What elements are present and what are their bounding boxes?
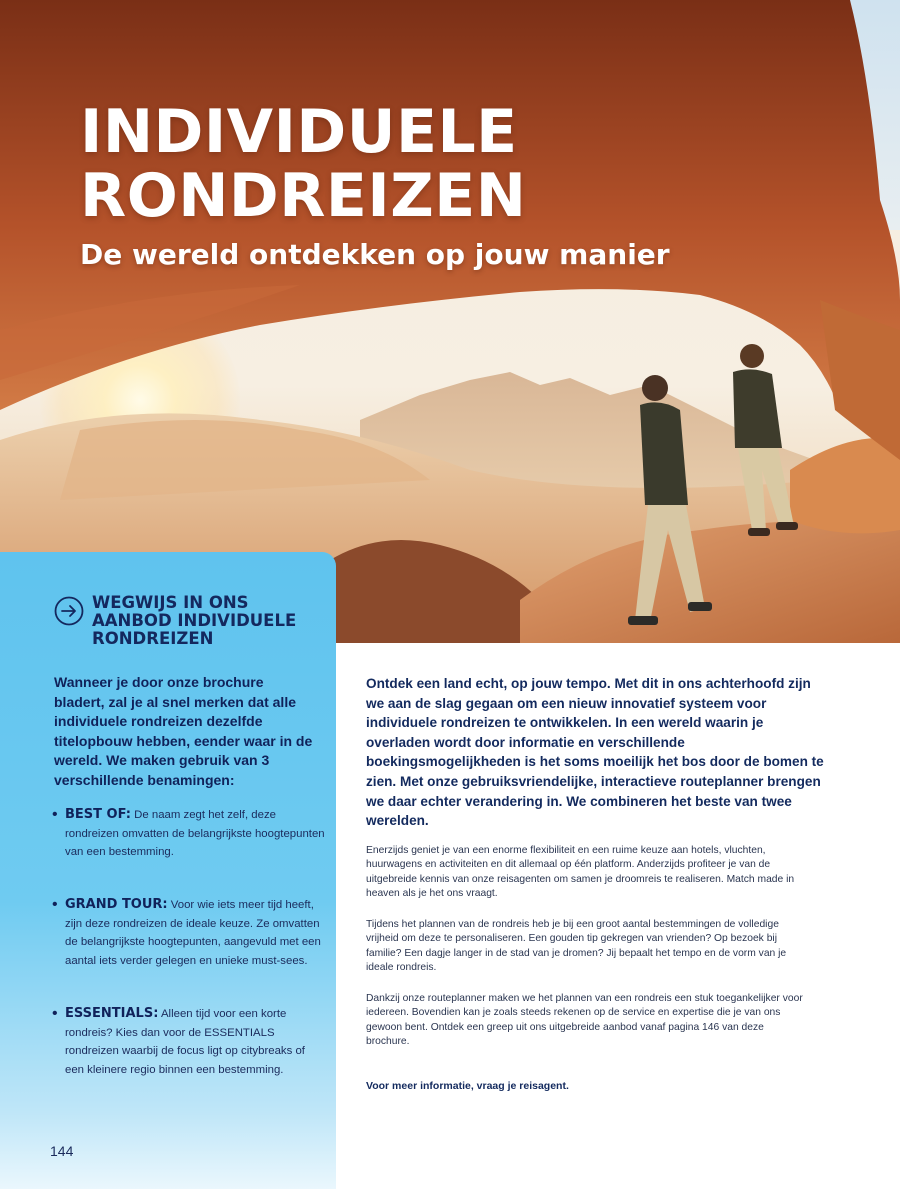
body-paragraph: Enerzijds geniet je van een enorme flexibiliteit en een ruime keuze aan hotels, vluchten, huurwagens en activiteiten en dit allemaal op één platform. Anderzijds profiteer je van de uitgebreide kennis van onze reisagenten om samen je droomreis te realiseren. Match made in heaven als je het ons vraagt. bbox=[366, 845, 795, 899]
title-line-1: INDIVIDUELE bbox=[80, 97, 518, 167]
more-info-note: Voor meer informatie, vraag je reisagent. bbox=[366, 1080, 569, 1092]
bullet-text: Alleen tijd voor een korte rondreis? Kies dan voor de ESSENTIALS rondreizen waarbij de focus ligt op citybreaks of een kleinere regio binnen een bestemming. bbox=[65, 1008, 305, 1076]
page-number: 144 bbox=[50, 1143, 74, 1159]
panel-heading: WEGWIJS IN ONS AANBOD INDIVIDUELE RONDREIZEN bbox=[92, 593, 297, 648]
bullet-essentials bbox=[52, 1005, 327, 1079]
bullet-text: Voor wie iets meer tijd heeft, zijn deze rondreizen de ideale keuze. Ze omvatten de belangrijkste hoogtepunten, aangevuld met een aantal iets verder gelegen en unieke must-sees. bbox=[65, 899, 321, 967]
bullet-label: ESSENTIALS: bbox=[65, 1006, 159, 1021]
bullet-label: BEST OF: bbox=[65, 807, 131, 822]
lead-paragraph: Ontdek een land echt, op jouw tempo. Met dit in ons achterhoofd zijn we aan de slag gegaan om een nieuw innovatief systeem voor individuele rondreizen te ontwikkelen. In een wereld waarin je overladen wordt door informatie en verschillende boekingsmogelijkheden is het soms moeilijk het bos door de bomen te zien. Met onze gebruiksvriendelijke, interactieve routeplanner brengen we daar echter verandering in. We combineren het beste van twee werelden. bbox=[366, 676, 824, 829]
page-title bbox=[80, 97, 527, 231]
bullet-label: GRAND TOUR: bbox=[65, 897, 168, 912]
arrow-right-circle-icon bbox=[54, 596, 84, 626]
page-subtitle: De wereld ontdekken op jouw manier bbox=[80, 238, 670, 271]
title-line-2: RONDREIZEN bbox=[80, 161, 527, 231]
bullet-grand-tour bbox=[52, 896, 327, 970]
panel-heading-group bbox=[54, 593, 324, 650]
body-paragraph: Tijdens het plannen van de rondreis heb je bij een groot aantal bestemmingen de volledige vrijheid om deze te personaliseren. Een gouden tip gekregen van vrienden? Op bezoek bij familie? Een dagje langer in de stad van je dromen? Jij bepaalt het tempo en de vorm van je ideale rondreis. bbox=[366, 919, 787, 973]
panel-intro: Wanneer je door onze brochure bladert, zal je al snel merken dat alle individuele rondreizen dezelfde titelopbouw hebben, eender waar in de wereld. We maken gebruik van 3 verschillende benamingen: bbox=[54, 674, 313, 788]
bullet-best-of bbox=[52, 806, 327, 862]
body-paragraph: Dankzij onze routeplanner maken we het plannen van een rondreis een stuk toegankelijker voor iedereen. Bovendien kan je zoals steeds rekenen op de service en expertise die je van ons gewoon bent. Ontdek een greep uit ons uitgebreide aanbod vanaf pagina 146 van deze brochure. bbox=[366, 993, 803, 1047]
bullet-text: De naam zegt het zelf, deze rondreizen omvatten de belangrijkste hoogtepunten van een bestemming. bbox=[65, 809, 325, 858]
